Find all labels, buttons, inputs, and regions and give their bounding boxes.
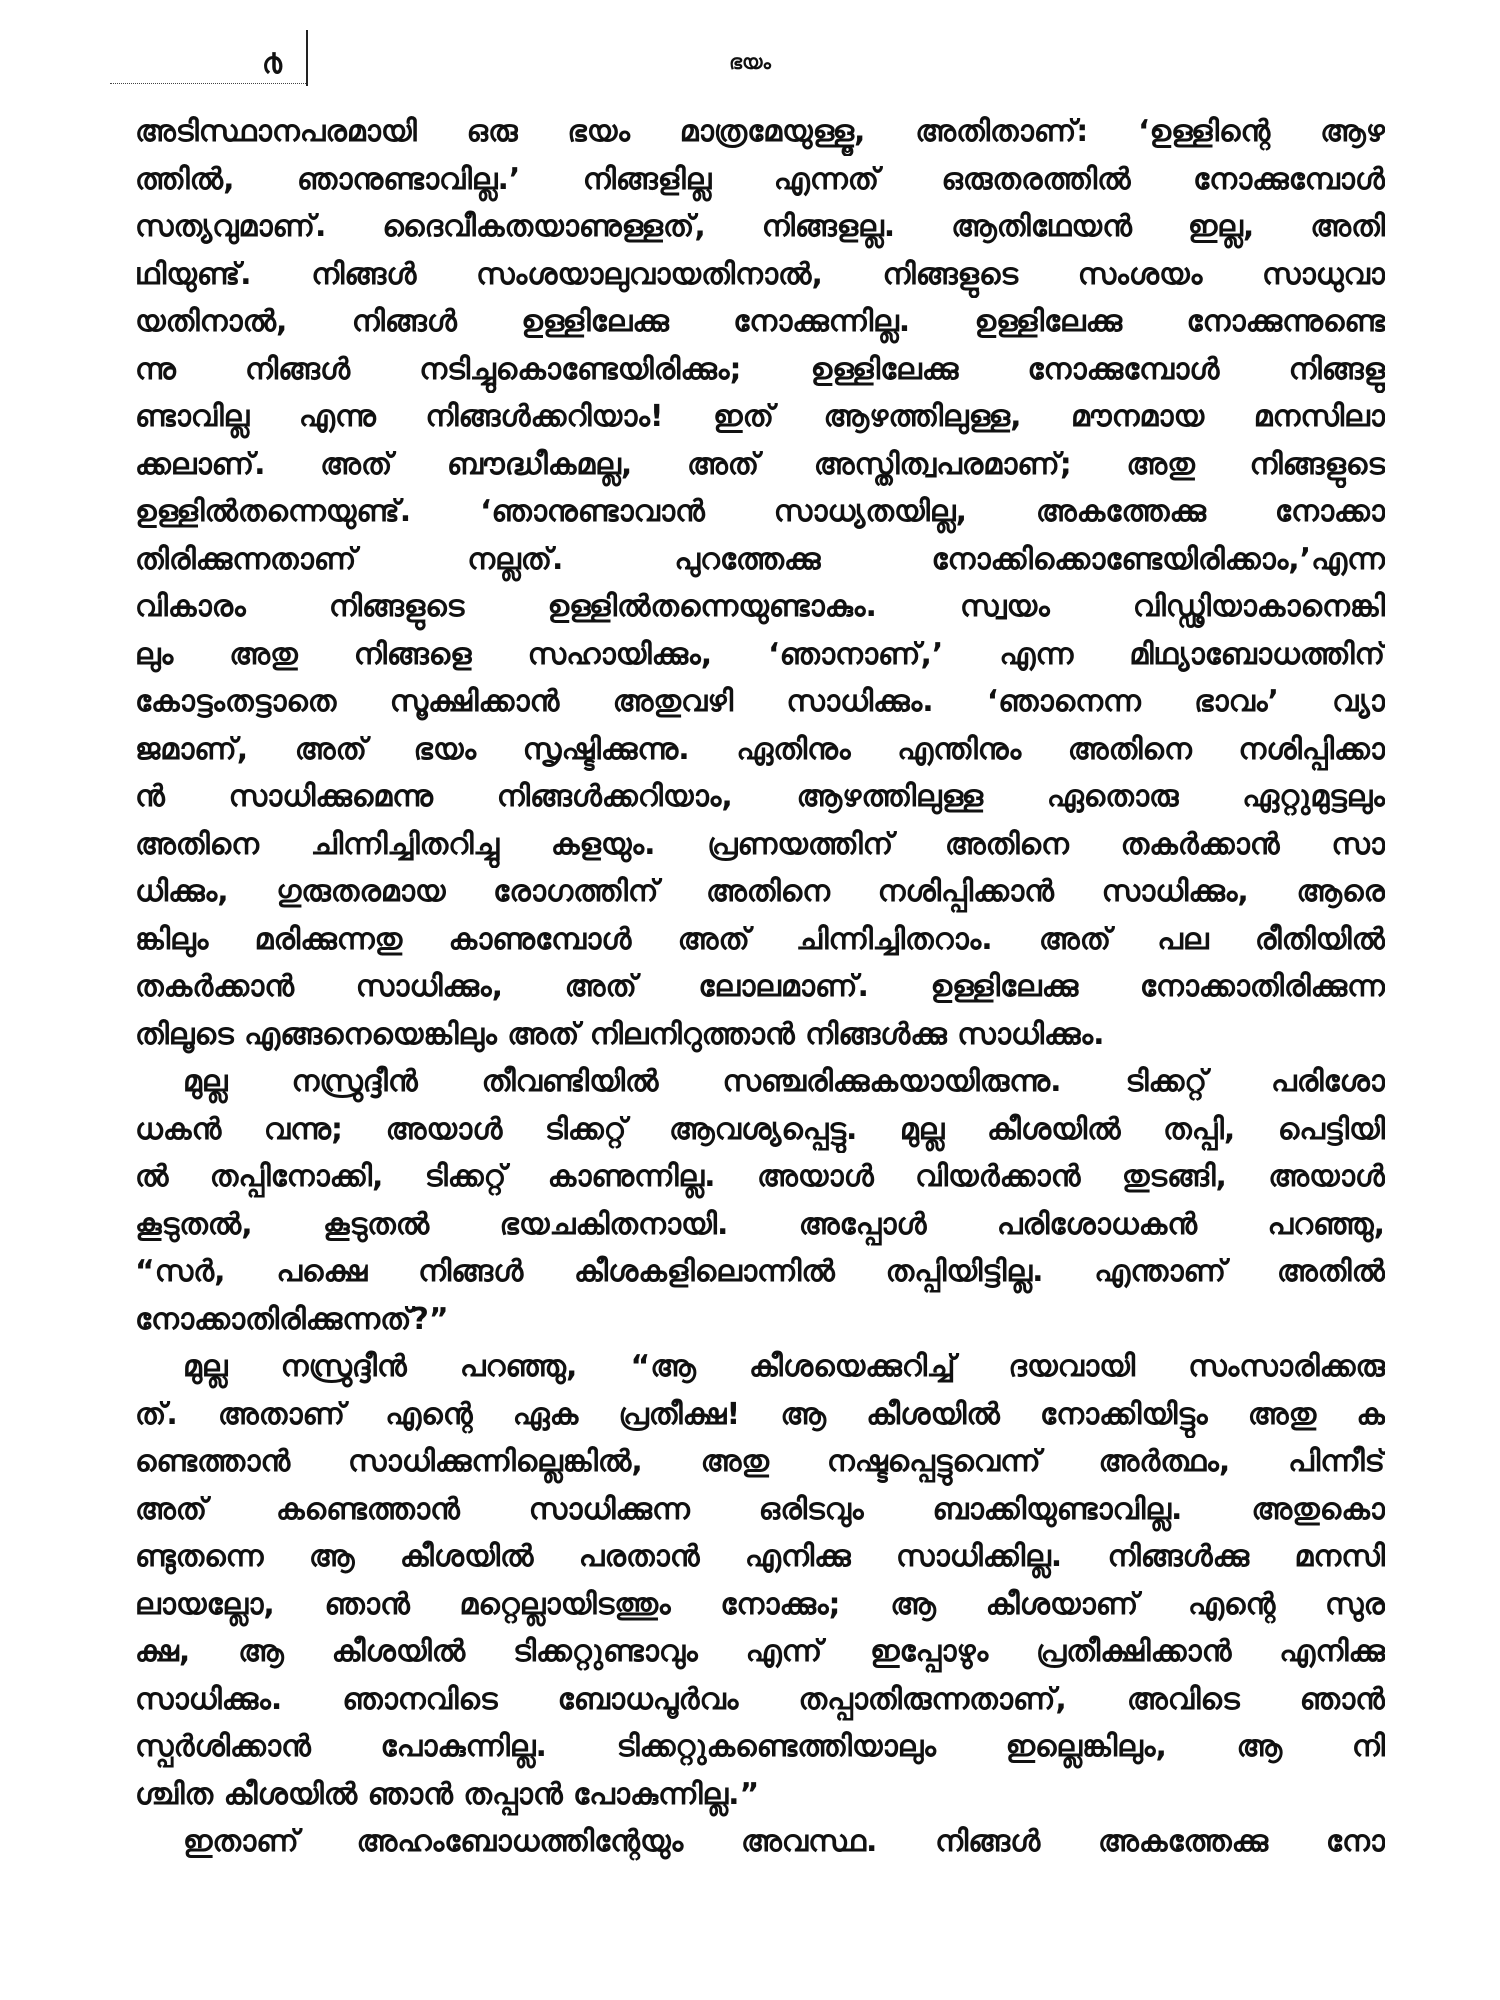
text-line: ണ്ടാവില്ല എന്നു നിങ്ങൾക്കറിയാം! ഇത് ആഴത്തിലുള്ള, മൗനമായ മനസിലാ xyxy=(135,399,1385,434)
text-line: മുല്ല നസ്രുദ്ദീൻ തീവണ്ടിയിൽ സഞ്ചരിക്കുകയായിരുന്നു. ടിക്കറ്റ് പരിശോ xyxy=(183,1064,1385,1099)
text-line: ഉള്ളിൽതന്നെയുണ്ട്. ‘ഞാനുണ്ടാവാൻ സാധ്യതയില്ല, അകത്തേക്കു നോക്കാ xyxy=(135,494,1385,529)
text-line: ലും അതു നിങ്ങളെ സഹായിക്കും, ‘ഞാനാണ്,’ എന്ന മിഥ്യാബോധത്തിന് xyxy=(135,636,1385,672)
text-line: തകർക്കാൻ സാധിക്കും, അത് ലോലമാണ്. ഉള്ളിലേക്കു നോക്കാതിരിക്കുന്ന xyxy=(135,969,1385,1004)
text-line: തിലൂടെ എങ്ങനെയെങ്കിലും അത് നിലനിറുത്താൻ നിങ്ങൾക്കു സാധിക്കും. xyxy=(135,1016,1105,1052)
text-line: വികാരം നിങ്ങളുടെ ഉള്ളിൽതന്നെയുണ്ടാകും. സ്വയം വിഡ്ഢിയാകാനെങ്കി xyxy=(135,589,1385,624)
text-line: ണ്ടെത്താൻ സാധിക്കുന്നില്ലെങ്കിൽ, അതു നഷ്ടപ്പെട്ടുവെന്ന് അർത്ഥം, പിന്നീട് xyxy=(135,1444,1385,1479)
body-text xyxy=(135,108,1385,1866)
text-line: കൂടുതൽ, കൂടുതൽ ഭയചകിതനായി. അപ്പോൾ പരിശോധകൻ പറഞ്ഞു, xyxy=(135,1206,1385,1242)
text-line: ങ്കിലും മരിക്കുന്നതു കാണുമ്പോൾ അത് ചിന്നിച്ചിതറാം. അത് പല രീതിയിൽ xyxy=(135,921,1385,957)
text-line: സ്പർശിക്കാൻ പോകുന്നില്ല. ടിക്കറ്റുകണ്ടെത്തിയാലും ഇല്ലെങ്കിലും, ആ നി xyxy=(135,1729,1385,1764)
text-line: സത്യവുമാണ്. ദൈവീകതയാണുള്ളത്, നിങ്ങളല്ല. ആതിഥേയൻ ഇല്ല, അതി xyxy=(135,209,1385,244)
text-line: ധിക്കും, ഗുരുതരമായ രോഗത്തിന് അതിനെ നശിപ്പിക്കാൻ സാധിക്കും, ആരെ xyxy=(135,874,1385,909)
text-line: ജമാണ്, അത് ഭയം സൃഷ്ടിക്കുന്നു. ഏതിനും എന്തിനും അതിനെ നശിപ്പിക്കാ xyxy=(135,731,1385,767)
text-line: സാധിക്കും. ഞാനവിടെ ബോധപൂർവം തപ്പാതിരുന്നതാണ്, അവിടെ ഞാൻ xyxy=(135,1681,1385,1717)
page-header xyxy=(0,40,1500,90)
text-line: ഥിയുണ്ട്. നിങ്ങൾ സംശയാലുവായതിനാൽ, നിങ്ങളുടെ സംശയം സാധുവാ xyxy=(135,256,1385,292)
text-line: ത്. അതാണ് എന്റെ ഏക പ്രതീക്ഷ! ആ കീശയിൽ നോക്കിയിട്ടും അതു ക xyxy=(135,1396,1385,1432)
text-line: ധകൻ വന്നു; അയാൾ ടിക്കറ്റ് ആവശ്യപ്പെട്ടു. മുല്ല കീശയിൽ തപ്പി, പെട്ടിയി xyxy=(135,1111,1385,1147)
text-line: ലായല്ലോ, ഞാൻ മറ്റെല്ലായിടത്തും നോക്കും; ആ കീശയാണ് എന്റെ സുര xyxy=(135,1586,1385,1622)
page-number: ൪ xyxy=(262,46,282,81)
text-line: യതിനാൽ, നിങ്ങൾ ഉള്ളിലേക്കു നോക്കുന്നില്ല. ഉള്ളിലേക്കു നോക്കുന്നുണ്ടെ xyxy=(135,304,1385,339)
header-dotted-rule xyxy=(110,83,306,84)
text-line: ഇതാണ് അഹംബോധത്തിന്റേയും അവസ്ഥ. നിങ്ങൾ അകത്തേക്കു നോ xyxy=(183,1824,1385,1859)
text-line: നോക്കാതിരിക്കുന്നത്?” xyxy=(135,1301,449,1337)
text-line: തിരിക്കുന്നതാണ് നല്ലത്. പുറത്തേക്കു നോക്കിക്കൊണ്ടേയിരിക്കാം,’എന്ന xyxy=(135,541,1385,577)
running-title: ഭയം xyxy=(729,50,771,74)
text-line: അതിനെ ചിന്നിച്ചിതറിച്ചു കളയും. പ്രണയത്തിന് അതിനെ തകർക്കാൻ സാ xyxy=(135,826,1385,862)
text-line: അടിസ്ഥാനപരമായി ഒരു ഭയം മാത്രമേയുള്ളൂ, അതിതാണ്: ‘ഉള്ളിന്റെ ആഴ xyxy=(135,114,1385,149)
text-line: അത് കണ്ടെത്താൻ സാധിക്കുന്ന ഒരിടവും ബാക്കിയുണ്ടാവില്ല. അതുകൊ xyxy=(135,1491,1385,1527)
text-line: ന്നു നിങ്ങൾ നടിച്ചുകൊണ്ടേയിരിക്കും; ഉള്ളിലേക്കു നോക്കുമ്പോൾ നിങ്ങളു xyxy=(135,351,1385,387)
text-line: “സർ, പക്ഷെ നിങ്ങൾ കീശകളിലൊന്നിൽ തപ്പിയിട്ടില്ല. എന്താണ് അതിൽ xyxy=(135,1254,1385,1289)
text-line: ക്കലാണ്. അത് ബൗദ്ധീകമല്ല, അത് അസ്തിത്വപരമാണ്; അതു നിങ്ങളുടെ xyxy=(135,446,1385,482)
text-line: കോട്ടംതട്ടാതെ സൂക്ഷിക്കാൻ അതുവഴി സാധിക്കും. ‘ഞാനെന്ന ഭാവം’ വ്യാ xyxy=(135,684,1385,719)
text-line: ത്തിൽ, ഞാനുണ്ടാവില്ല.’ നിങ്ങളില്ല എന്നത് ഒരുതരത്തിൽ നോക്കുമ്പോൾ xyxy=(135,161,1385,197)
text-line: ക്ഷ, ആ കീശയിൽ ടിക്കറ്റുണ്ടാവും എന്ന് ഇപ്പോഴും പ്രതീക്ഷിക്കാൻ എനിക്കു xyxy=(135,1634,1385,1669)
text-line: മുല്ല നസ്രുദ്ദീൻ പറഞ്ഞു, “ആ കീശയെക്കുറിച്ച് ദയവായി സംസാരിക്കരു xyxy=(183,1349,1385,1384)
text-line: ൽ തപ്പിനോക്കി, ടിക്കറ്റ് കാണുന്നില്ല. അയാൾ വിയർക്കാൻ തുടങ്ങി, അയാൾ xyxy=(135,1159,1385,1194)
text-line: ൻ സാധിക്കുമെന്നു നിങ്ങൾക്കറിയാം, ആഴത്തിലുള്ള ഏതൊരു ഏറ്റുമുട്ടലും xyxy=(135,779,1385,814)
text-line: ശ്ചിത കീശയിൽ ഞാൻ തപ്പാൻ പോകുന്നില്ല.” xyxy=(135,1776,760,1812)
text-line: ണ്ടുതന്നെ ആ കീശയിൽ പരതാൻ എനിക്കു സാധിക്കില്ല. നിങ്ങൾക്കു മനസി xyxy=(135,1539,1385,1574)
